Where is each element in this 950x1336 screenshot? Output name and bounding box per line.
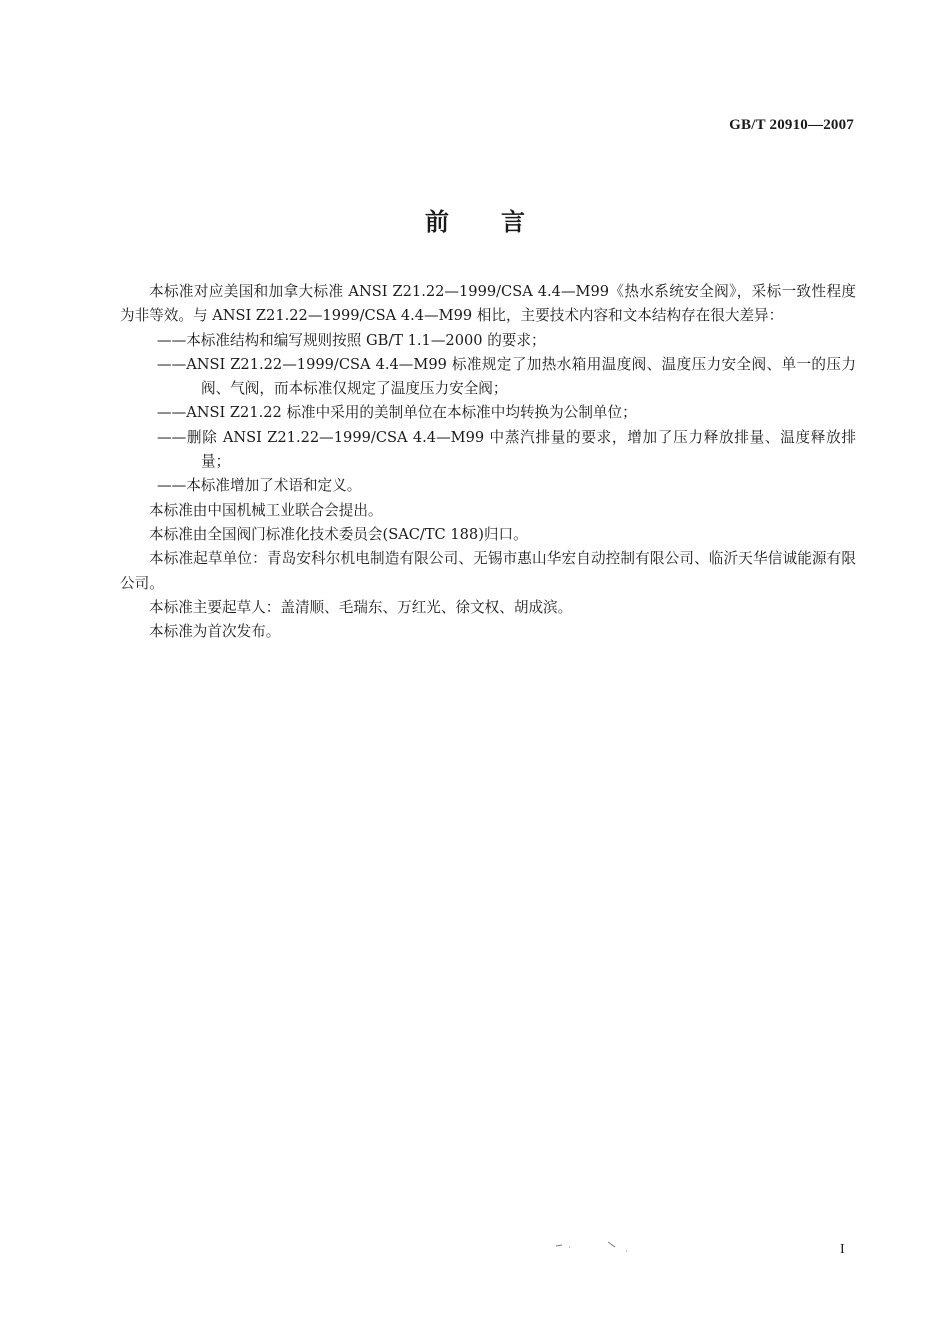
difference-item-1: ——本标准结构和编写规则按照 GB/T 1.1—2000 的要求； (157, 331, 546, 349)
standard-code: GB/T 20910—2007 (729, 117, 854, 133)
speck-1 (556, 1245, 562, 1246)
difference-item-5: ——本标准增加了术语和定义。 (157, 477, 362, 495)
page-number: I (840, 1242, 845, 1257)
centralized-by-paragraph: 本标准由全国阀门标准化技术委员会(SAC/TC 188)归口。 (149, 525, 528, 543)
title-char-1: 前 (425, 208, 449, 236)
scan-specks (552, 1238, 642, 1258)
drafting-units-paragraph: 本标准起草单位：青岛安科尔机电制造有限公司、无锡市惠山华宏自动控制有限公司、临沂天华信诚能源有限公司。 (120, 550, 856, 592)
page-title (0, 202, 950, 237)
proposed-by-paragraph: 本标准由中国机械工业联合会提出。 (149, 501, 383, 519)
difference-item-3: ——ANSI Z21.22 标准中采用的美制单位在本标准中均转换为公制单位； (157, 404, 637, 422)
drafters-paragraph: 本标准主要起草人：盖清顺、毛瑞东、万红光、徐文权、胡成滨。 (149, 598, 573, 616)
speck-3 (608, 1242, 615, 1247)
difference-item-2: ——ANSI Z21.22—1999/CSA 4.4—M99 标准规定了加热水箱用温度阀、温度压力安全阀、单一的压力阀、气阀，而本标准仅规定了温度压力安全阀； (157, 355, 856, 398)
intro-paragraph: 本标准对应美国和加拿大标准 ANSI Z21.22—1999/CSA 4.4—M99《热水系统安全阀》，采标一致性程度为非等效。与 ANSI Z21.22—1999/CSA 4.4—M99 相比，主要技术内容和文本结构存在很大差异： (120, 283, 856, 325)
first-release-paragraph: 本标准为首次发布。 (149, 623, 281, 641)
difference-item-4: ——删除 ANSI Z21.22—1999/CSA 4.4—M99 中蒸汽排量的要求，增加了压力释放排量、温度释放排量； (157, 428, 856, 471)
title-char-2: 言 (501, 208, 525, 236)
foreword-body (120, 280, 856, 644)
